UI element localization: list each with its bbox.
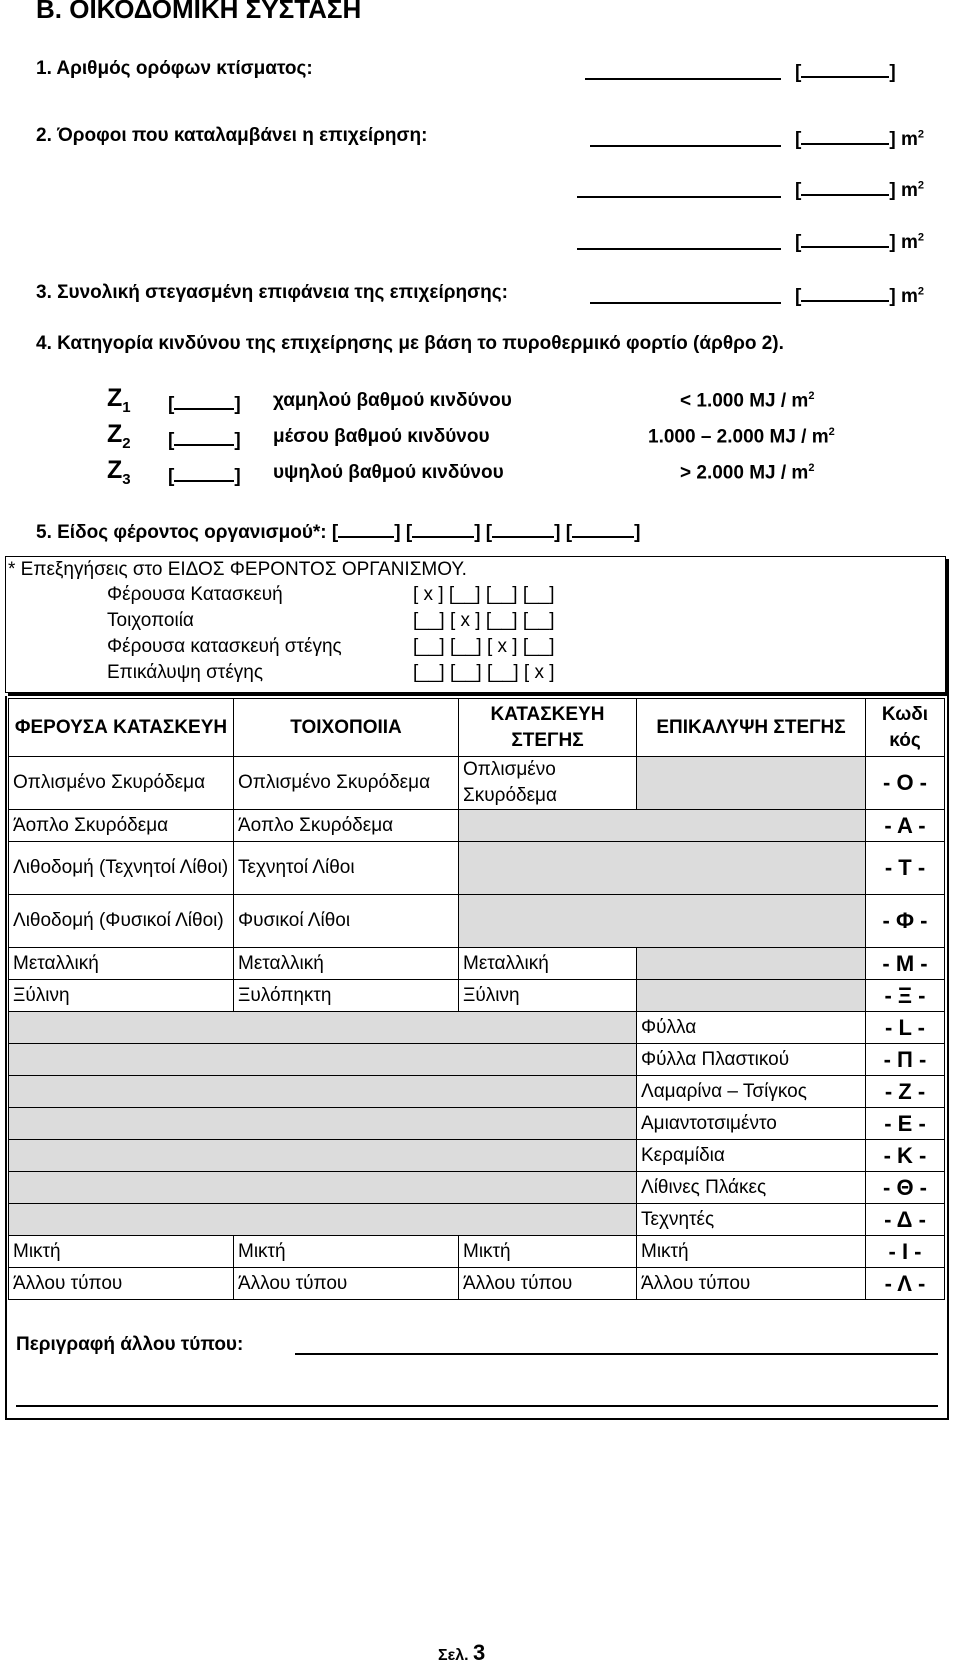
table-cell: Λιθοδομή (Τεχνητοί Λίθοι) bbox=[9, 842, 234, 895]
table-row bbox=[9, 757, 945, 810]
header-cell: ΕΠΙΚΑΛΥΨΗ ΣΤΕΓΗΣ bbox=[637, 699, 866, 757]
table-cell: Άλλου τύπου bbox=[9, 1268, 234, 1300]
table-cell: Μεταλλική bbox=[9, 948, 234, 980]
table-row bbox=[9, 895, 945, 948]
legend-row-marks: [__] [__] [__] [ x ] bbox=[413, 662, 555, 683]
table-cell: Άλλου τύπου bbox=[459, 1268, 637, 1300]
zone-1-desc: χαμηλού βαθμού κινδύνου bbox=[273, 390, 512, 411]
zone-1-range: < 1.000 MJ / $m^2$ bbox=[680, 390, 815, 412]
page-number: Σελ. 3 bbox=[438, 1640, 486, 1665]
table-row bbox=[9, 1012, 945, 1044]
table-cell: Μικτή bbox=[9, 1236, 234, 1268]
table-row bbox=[9, 1204, 945, 1236]
table-cell: Ξυλόπηκτη bbox=[234, 980, 459, 1012]
shaded-cell bbox=[637, 757, 866, 810]
q3-bracket-box[interactable]: [ ] $m^2$ bbox=[795, 282, 924, 308]
table-cell: Λίθινες Πλάκες bbox=[637, 1172, 866, 1204]
code-cell: - K - bbox=[866, 1140, 945, 1172]
q1-bracket-box[interactable]: [ ] bbox=[795, 58, 896, 84]
shaded-cell bbox=[9, 1108, 637, 1140]
legend-row-label: Φέρουσα κατασκευή στέγης bbox=[107, 636, 342, 657]
table-cell: Αμιαντοτσιμέντο bbox=[637, 1108, 866, 1140]
shaded-cell bbox=[637, 980, 866, 1012]
table-cell: Άοπλο Σκυρόδεμα bbox=[234, 810, 459, 842]
zone-3-checkbox[interactable]: [ ] bbox=[168, 462, 241, 488]
section-heading: Β. ΟΙΚΟΔΟΜΙΚΗ ΣΥΣΤΑΣΗ bbox=[36, 0, 362, 24]
legend-box bbox=[5, 556, 946, 693]
table-row bbox=[9, 1044, 945, 1076]
code-cell: - Φ - bbox=[866, 895, 945, 948]
table-cell: Μεταλλική bbox=[234, 948, 459, 980]
structure-code-table bbox=[8, 698, 945, 1300]
q2-answer-line-2[interactable] bbox=[577, 196, 781, 198]
code-cell: - Δ - bbox=[866, 1204, 945, 1236]
table-cell: Φυσικοί Λίθοι bbox=[234, 895, 459, 948]
zone-2-label: $Z_2$ bbox=[107, 420, 131, 452]
code-cell: - M - bbox=[866, 948, 945, 980]
table-cell: Λιθοδομή (Φυσικοί Λίθοι) bbox=[9, 895, 234, 948]
legend-row-marks: [__] [__] [ x ] [__] bbox=[413, 636, 555, 657]
table-cell: Κεραμίδια bbox=[637, 1140, 866, 1172]
q5-box-3[interactable]: [ ] bbox=[485, 522, 561, 543]
q2-bracket-box-3[interactable]: [ ] $m^2$ bbox=[795, 228, 924, 254]
code-cell: - O - bbox=[866, 757, 945, 810]
table-row bbox=[9, 1172, 945, 1204]
q2-bracket-box-1[interactable]: [ ] $m^2$ bbox=[795, 125, 924, 151]
table-cell: Άλλου τύπου bbox=[637, 1268, 866, 1300]
table-cell: Ξύλινη bbox=[459, 980, 637, 1012]
code-cell: - Π - bbox=[866, 1044, 945, 1076]
shaded-cell bbox=[9, 1076, 637, 1108]
table-cell: Φύλλα Πλαστικού bbox=[637, 1044, 866, 1076]
table-cell: Οπλισμένο Σκυρόδεμα bbox=[9, 757, 234, 810]
table-cell: Ξύλινη bbox=[9, 980, 234, 1012]
header-cell: ΤΟΙΧΟΠΟΙΙΑ bbox=[234, 699, 459, 757]
shaded-cell bbox=[459, 810, 866, 842]
header-cell: ΚΑΤΑΣΚΕΥΗ ΣΤΕΓΗΣ bbox=[459, 699, 637, 757]
table-cell: Μεταλλική bbox=[459, 948, 637, 980]
zone-3-label: $Z_3$ bbox=[107, 456, 131, 488]
code-cell: - A - bbox=[866, 810, 945, 842]
table-header-row bbox=[9, 699, 945, 757]
other-type-description-label: Περιγραφή άλλου τύπου: bbox=[16, 1334, 244, 1355]
code-cell: - Z - bbox=[866, 1076, 945, 1108]
other-type-line-1[interactable] bbox=[295, 1353, 938, 1355]
table-cell: Μικτή bbox=[234, 1236, 459, 1268]
legend-row-label: Τοιχοποιία bbox=[107, 610, 194, 631]
shaded-cell bbox=[9, 1140, 637, 1172]
table-row bbox=[9, 1236, 945, 1268]
code-cell: - L - bbox=[866, 1012, 945, 1044]
zone-3-desc: υψηλού βαθμού κινδύνου bbox=[273, 462, 504, 483]
question-1: 1. Αριθμός ορόφων κτίσματος: bbox=[36, 58, 313, 79]
shaded-cell bbox=[637, 948, 866, 980]
legend-row-label: Επικάλυψη στέγης bbox=[107, 662, 264, 683]
q2-answer-line-1[interactable] bbox=[590, 145, 781, 147]
table-row bbox=[9, 1108, 945, 1140]
q3-answer-line[interactable] bbox=[590, 302, 781, 304]
shaded-cell bbox=[459, 842, 866, 895]
header-cell: ΦΕΡΟΥΣΑ ΚΑΤΑΣΚΕΥΗ bbox=[9, 699, 234, 757]
legend-row-label: Φέρουσα Κατασκευή bbox=[107, 584, 283, 605]
other-type-line-2[interactable] bbox=[16, 1405, 938, 1407]
table-cell: Τεχνητοί Λίθοι bbox=[234, 842, 459, 895]
table-cell: Μικτή bbox=[637, 1236, 866, 1268]
question-5: 5. Είδος φέροντος οργανισμού*: [ ] [ ] [ ] [ ] bbox=[36, 522, 641, 543]
code-cell: - T - bbox=[866, 842, 945, 895]
code-cell: - I - bbox=[866, 1236, 945, 1268]
code-cell: - E - bbox=[866, 1108, 945, 1140]
table-row bbox=[9, 1076, 945, 1108]
table-cell: Οπλισμένο Σκυρόδεμα bbox=[234, 757, 459, 810]
zone-1-label: $Z_1$ bbox=[107, 384, 131, 416]
zone-2-desc: μέσου βαθμού κινδύνου bbox=[273, 426, 490, 447]
table-cell: Μικτή bbox=[459, 1236, 637, 1268]
zone-3-range: > 2.000 MJ / $m^2$ bbox=[680, 462, 815, 484]
code-cell: - Λ - bbox=[866, 1268, 945, 1300]
table-cell: Λαμαρίνα – Τσίγκος bbox=[637, 1076, 866, 1108]
code-cell: - Θ - bbox=[866, 1172, 945, 1204]
table-row bbox=[9, 810, 945, 842]
q5-box-4[interactable]: [ ] bbox=[565, 522, 641, 543]
question-4: 4. Κατηγορία κινδύνου της επιχείρησης με βάση το πυροθερμικό φορτίο (άρθρο 2). bbox=[36, 333, 784, 354]
legend-title: * Επεξηγήσεις στο ΕΙΔΟΣ ΦΕΡΟΝΤΟΣ ΟΡΓΑΝΙΣΜΟΥ. bbox=[8, 559, 467, 580]
q5-box-1[interactable]: [ ] bbox=[331, 522, 401, 543]
zone-2-range: 1.000 – 2.000 MJ / $m^2$ bbox=[648, 426, 835, 448]
table-row bbox=[9, 1268, 945, 1300]
shaded-cell bbox=[9, 1044, 637, 1076]
legend-row-marks: [__] [ x ] [__] [__] bbox=[413, 610, 555, 631]
zone-1-checkbox[interactable]: [ ] bbox=[168, 390, 241, 416]
q1-answer-line[interactable] bbox=[585, 78, 781, 80]
table-row bbox=[9, 948, 945, 980]
question-2: 2. Όροφοι που καταλαμβάνει η επιχείρηση: bbox=[36, 125, 428, 146]
table-cell: Τεχνητές bbox=[637, 1204, 866, 1236]
table-cell: Οπλισμένο Σκυρόδεμα bbox=[459, 757, 637, 810]
code-cell: - Ξ - bbox=[866, 980, 945, 1012]
question-3: 3. Συνολική στεγασμένη επιφάνεια της επιχείρησης: bbox=[36, 282, 508, 303]
table-cell: Φύλλα bbox=[637, 1012, 866, 1044]
legend-row-marks: [ x ] [__] [__] [__] bbox=[413, 584, 555, 605]
shaded-cell bbox=[459, 895, 866, 948]
table-row bbox=[9, 842, 945, 895]
table-row bbox=[9, 1140, 945, 1172]
shaded-cell bbox=[9, 1204, 637, 1236]
zone-2-checkbox[interactable]: [ ] bbox=[168, 426, 241, 452]
table-cell: Άοπλο Σκυρόδεμα bbox=[9, 810, 234, 842]
table-cell: Άλλου τύπου bbox=[234, 1268, 459, 1300]
shaded-cell bbox=[9, 1172, 637, 1204]
shaded-cell bbox=[9, 1012, 637, 1044]
q5-box-2[interactable]: [ ] bbox=[405, 522, 481, 543]
q2-answer-line-3[interactable] bbox=[577, 248, 781, 250]
header-cell: Κωδι κός bbox=[866, 699, 945, 757]
table-row bbox=[9, 980, 945, 1012]
q2-bracket-box-2[interactable]: [ ] $m^2$ bbox=[795, 176, 924, 202]
